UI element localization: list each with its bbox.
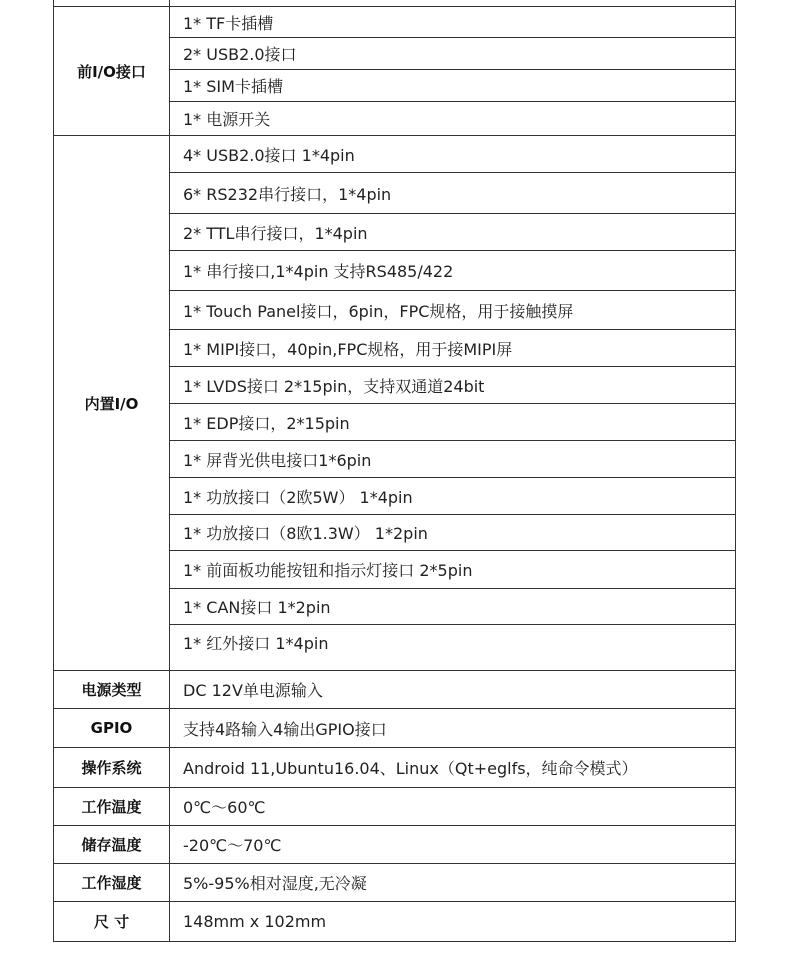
group-label-front-io: 前I/O接口 bbox=[54, 7, 170, 136]
table-row bbox=[54, 7, 736, 38]
value-cell: 0℃～60℃ bbox=[170, 788, 736, 826]
value-cell: 1* 功放接口（8欧1.3W） 1*2pin bbox=[170, 515, 736, 551]
value-cell: 1* MIPI接口，40pin,FPC规格，用于接MIPI屏 bbox=[170, 330, 736, 367]
label-cell-storage-temp: 储存温度 bbox=[54, 826, 170, 864]
table-row bbox=[54, 671, 736, 709]
table-row bbox=[54, 788, 736, 826]
table-row bbox=[54, 748, 736, 788]
value-cell: 1* CAN接口 1*2pin bbox=[170, 589, 736, 625]
value-cell: 1* 前面板功能按钮和指示灯接口 2*5pin bbox=[170, 551, 736, 589]
group-label-internal-io: 内置I/O bbox=[54, 136, 170, 671]
value-cell: 2* TTL串行接口，1*4pin bbox=[170, 214, 736, 251]
label-cell-operating-temp: 工作温度 bbox=[54, 788, 170, 826]
value-cell: 1* 屏背光供电接口1*6pin bbox=[170, 441, 736, 478]
value-cell: 148mm x 102mm bbox=[170, 902, 736, 942]
value-cell: 4* USB2.0接口 1*4pin bbox=[170, 136, 736, 173]
table-row bbox=[54, 902, 736, 942]
value-cell: 2* USB2.0接口 bbox=[170, 38, 736, 70]
table-row bbox=[54, 709, 736, 748]
value-cell: 5%-95%相对湿度,无冷凝 bbox=[170, 864, 736, 902]
value-cell: 支持4路输入4输出GPIO接口 bbox=[170, 709, 736, 748]
table-row bbox=[54, 864, 736, 902]
value-cell: 1* EDP接口，2*15pin bbox=[170, 404, 736, 441]
value-cell: 6* RS232串行接口，1*4pin bbox=[170, 173, 736, 214]
value-cell: 1* 串行接口,1*4pin 支持RS485/422 bbox=[170, 251, 736, 291]
spec-table bbox=[53, 0, 736, 942]
value-cell: -20℃～70℃ bbox=[170, 826, 736, 864]
value-cell: 1* 功放接口（2欧5W） 1*4pin bbox=[170, 478, 736, 515]
table-row bbox=[54, 826, 736, 864]
value-cell: DC 12V单电源输入 bbox=[170, 671, 736, 709]
table-row bbox=[54, 136, 736, 173]
value-cell: 1* Touch Panel接口，6pin，FPC规格，用于接触摸屏 bbox=[170, 291, 736, 330]
label-cell-gpio: GPIO bbox=[54, 709, 170, 748]
label-cell-dimensions: 尺 寸 bbox=[54, 902, 170, 942]
value-cell: 1* 红外接口 1*4pin bbox=[170, 625, 736, 671]
value-cell: Android 11,Ubuntu16.04、Linux（Qt+eglfs，纯命令模式） bbox=[170, 748, 736, 788]
value-cell: 1* TF卡插槽 bbox=[170, 7, 736, 38]
label-cell-humidity: 工作湿度 bbox=[54, 864, 170, 902]
value-cell: 1* LVDS接口 2*15pin，支持双通道24bit bbox=[170, 367, 736, 404]
value-cell: 1* 电源开关 bbox=[170, 102, 736, 136]
label-cell-os: 操作系统 bbox=[54, 748, 170, 788]
value-cell: 1* SIM卡插槽 bbox=[170, 70, 736, 102]
label-cell-power-type: 电源类型 bbox=[54, 671, 170, 709]
